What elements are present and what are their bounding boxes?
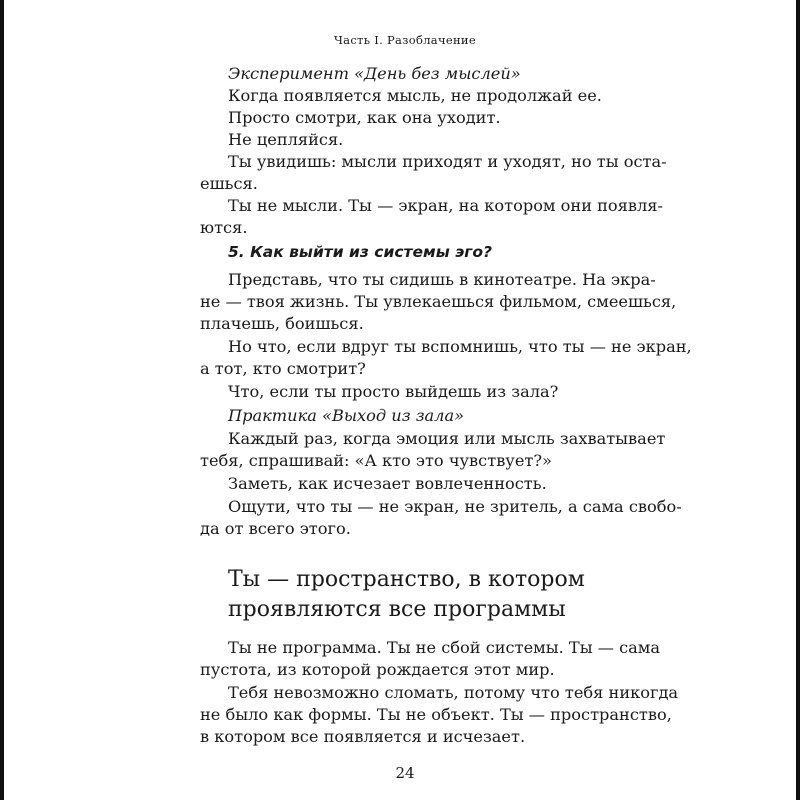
running-head: Часть I. Разоблачение xyxy=(333,33,477,47)
text-line: Ты не мысли. Ты — экран, на котором они появля- xyxy=(228,196,663,215)
experiment-title: Эксперимент «День без мыслей» xyxy=(228,64,521,83)
text-line: Что, если ты просто выйдешь из зала? xyxy=(228,382,559,401)
text-line: да от всего этого. xyxy=(200,519,351,538)
chapter-heading-line-1: Ты — пространство, в котором xyxy=(228,567,585,592)
text-line: ются. xyxy=(200,218,248,237)
text-line: Просто смотри, как она уходит. xyxy=(228,108,501,127)
text-line: Ощути, что ты — не экран, не зритель, а сама свобо- xyxy=(228,497,682,516)
text-line: тебя, спрашивай: «А кто это чувствует?» xyxy=(200,451,552,470)
text-line: Ты не программа. Ты не сбой системы. Ты — сама xyxy=(228,638,661,657)
text-line: Заметь, как исчезает вовлеченность. xyxy=(228,474,547,493)
scan-edge-left xyxy=(0,0,4,800)
text-line: Не цепляйся. xyxy=(228,130,344,149)
practice-title: Практика «Выход из зала» xyxy=(228,406,465,425)
text-line: Когда появляется мысль, не продолжай ее. xyxy=(228,86,602,105)
book-page xyxy=(200,0,692,800)
text-line: Но что, если вдруг ты вспомнишь, что ты — не экран, xyxy=(228,337,692,356)
chapter-heading-line-2: проявляются все программы xyxy=(228,597,566,622)
text-line: Каждый раз, когда эмоция или мысль захватывает xyxy=(228,429,666,448)
text-line: пустота, из которой рождается этот мир. xyxy=(200,660,555,679)
text-line: Тебя невозможно сломать, потому что тебя никогда xyxy=(228,683,679,702)
text-line: Представь, что ты сидишь в кинотеатре. На экра- xyxy=(228,270,656,289)
section-heading: 5. Как выйти из системы эго? xyxy=(228,243,493,261)
text-line: не было как формы. Ты не объект. Ты — пространство, xyxy=(200,705,672,724)
text-line: ешься. xyxy=(200,174,258,193)
text-line: плачешь, боишься. xyxy=(200,314,364,333)
text-line: а тот, кто смотрит? xyxy=(200,359,366,378)
page-number: 24 xyxy=(395,764,415,782)
scan-edge-right xyxy=(796,0,800,800)
text-line: Ты увидишь: мысли приходят и уходят, но ты оста- xyxy=(228,152,667,171)
text-line: не — твоя жизнь. Ты увлекаешься фильмом, смеешься, xyxy=(200,292,677,311)
text-line: в котором все появляется и исчезает. xyxy=(200,727,526,746)
